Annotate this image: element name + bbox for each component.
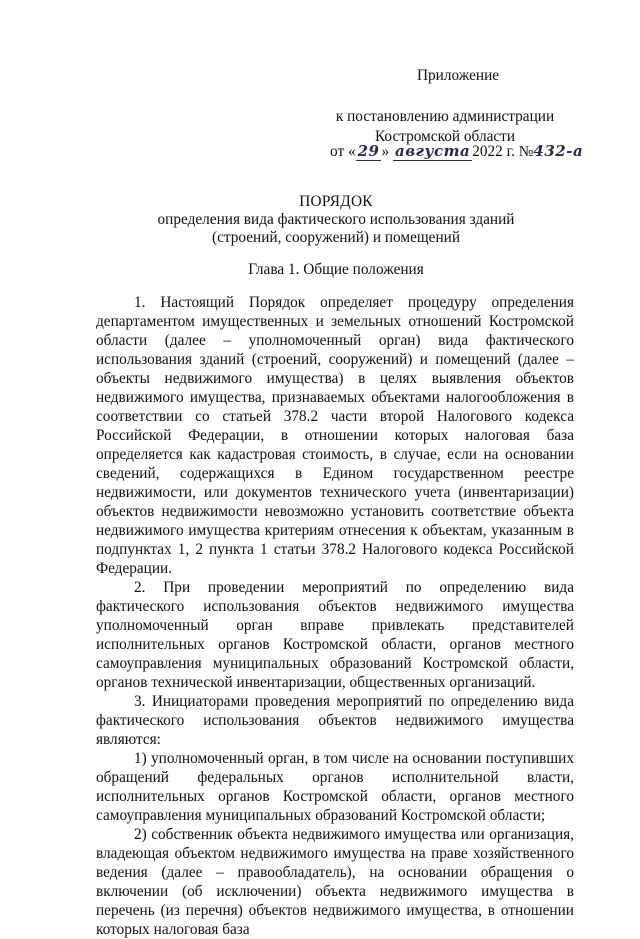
handwritten-number: 432-а	[533, 142, 584, 160]
document-title: ПОРЯДОК	[299, 193, 373, 210]
document-subtitle-line2: (строений, сооружений) и помещений	[212, 229, 460, 246]
document-subtitle-line1: определения вида фактического использования зданий	[157, 211, 515, 228]
handwritten-month: августа	[394, 142, 471, 160]
subparagraph-1: 1) уполномоченный орган, в том числе на основании поступивших обращений федеральных органов исполнительной власти, исполнительных органов Костромской области, органов местного самоуправления муниципальных образований Костромской области;	[96, 750, 574, 824]
decree-reference: к постановлению администрации	[335, 108, 555, 125]
region-name: Костромской области	[374, 128, 516, 145]
appendix-label: Приложение	[416, 67, 500, 84]
chapter-heading: Глава 1. Общие положения	[248, 261, 424, 278]
paragraph-1: 1. Настоящий Порядок определяет процедуру определения департаментом имущественных и земельных отношений Костромской области (далее – уполномоченный орган) вида фактического использования зданий (строений, сооружений) и помещений (далее – объекты недвижимого имущества) в целях выявления объектов недвижимого имущества, признаваемых объектами налогообложения в соответствии со статьей 378.2 части второй Налогового кодекса Российской Федерации, в отношении которых налоговая база определяется как кадастровая стоимость, в случае, если на основании сведений, содержащихся в Едином государственном реестре недвижимости, или документов технического учета (инвентаризации) объектов недвижимости невозможно установить соответствие объекта недвижимого имущества критериям отнесения к объектам, указанным в подпунктах 1, 2 пункта 1 статьи 378.2 Налогового кодекса Российской Федерации.	[96, 294, 574, 577]
document-body	[96, 293, 574, 939]
date-mid: »	[381, 143, 390, 160]
handwritten-day: 29	[357, 142, 380, 160]
decree-year: 2022 г. №	[472, 143, 534, 160]
subparagraph-2: 2) собственник объекта недвижимого имущества или организация, владеющая объектом недвижимого имущества на праве хозяйственного ведения (далее – правообладатель), на основании обращения о включении (об исключении) объекта недвижимого имущества в перечень (из перечня) объектов недвижимого имущества, в отношении которых налоговая база	[96, 826, 574, 938]
paragraph-2: 2. При проведении мероприятий по определению вида фактического использования объектов недвижимого имущества уполномоченный орган вправе привлекать представителей исполнительных органов Костромской области, органов местного самоуправления муниципальных образований Костромской области, органов технической инвентаризации, общественных организаций.	[96, 579, 574, 691]
date-prefix: от «	[330, 143, 356, 160]
decree-date-line	[330, 141, 620, 162]
paragraph-3: 3. Инициаторами проведения мероприятий по определению вида фактического использования объектов недвижимого имущества являются:	[96, 693, 574, 748]
